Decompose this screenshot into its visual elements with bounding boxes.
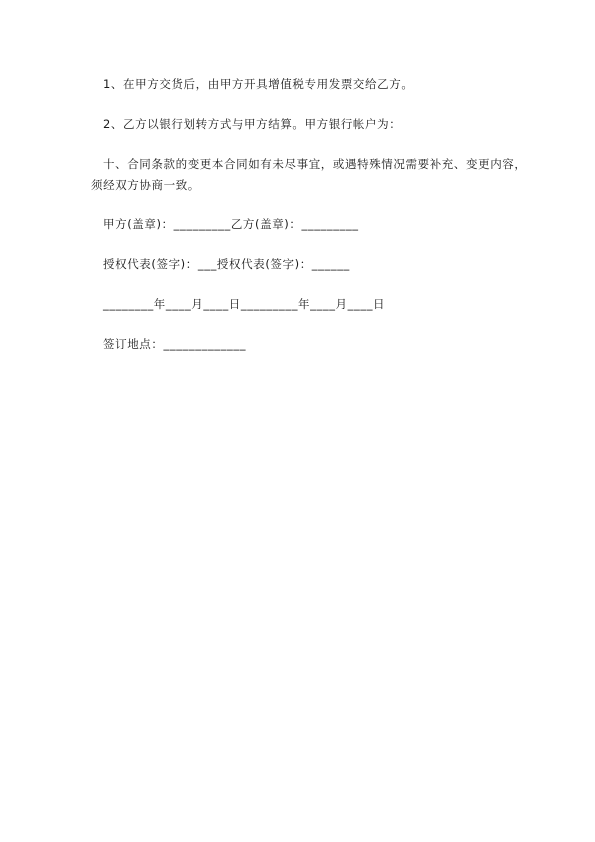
clause-amendment-line2: 须经双方协商一致。 <box>91 178 200 192</box>
signing-place-line: 签订地点：_____________ <box>103 337 247 351</box>
clause-amendment-line1: 十、合同条款的变更本合同如有未尽事宜，或遇特殊情况需要补充、变更内容， <box>103 157 527 171</box>
date-line: ________年____月____日_________年____月____日 <box>103 297 386 311</box>
seal-line: 甲方(盖章)：_________乙方(盖章)：_________ <box>103 217 359 231</box>
clause-invoice: 1、在甲方交货后，由甲方开具增值税专用发票交给乙方。 <box>103 77 414 91</box>
clause-settlement: 2、乙方以银行划转方式与甲方结算。甲方银行帐户为： <box>103 117 402 131</box>
representative-signature-line: 授权代表(签字)：___授权代表(签字)：______ <box>103 257 350 271</box>
